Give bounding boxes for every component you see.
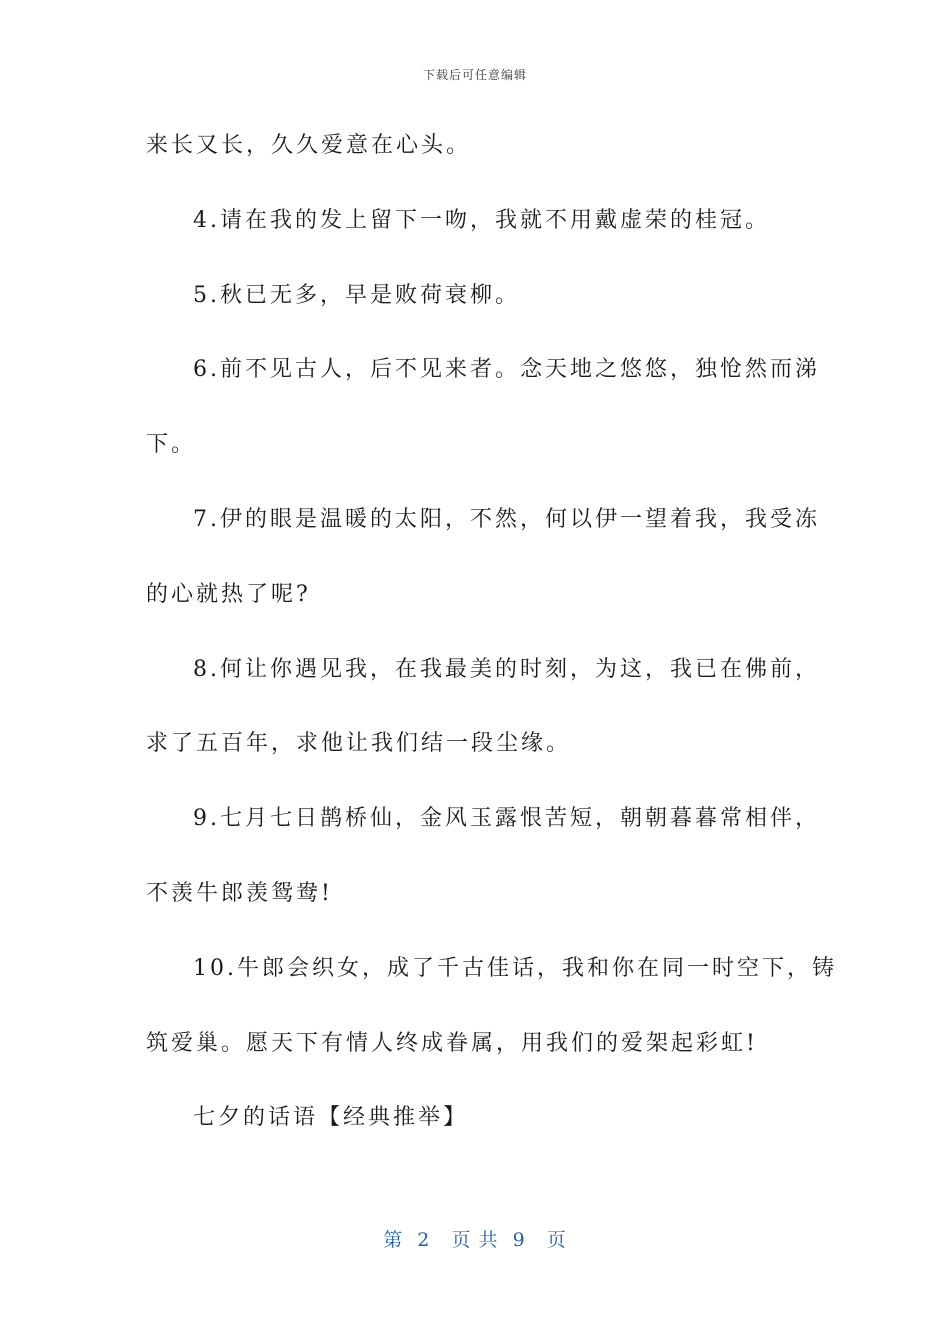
section-heading: 七夕的话语【经典推举】 [193, 1105, 469, 1131]
paragraph-line: 5.秋已无多，早是败荷衰柳。 [193, 282, 520, 308]
paragraph-line: 4.请在我的发上留下一吻，我就不用戴虚荣的桂冠。 [193, 207, 770, 233]
paragraph-line: 8.何让你遇见我，在我最美的时刻，为这，我已在佛前， [193, 656, 820, 682]
paragraph-line: 6.前不见古人，后不见来者。念天地之悠悠，独怆然而涕 [193, 357, 820, 383]
paragraph-line: 不羡牛郎羡鸳鸯! [146, 880, 333, 906]
paragraph-line: 7.伊的眼是温暖的太阳，不然，何以伊一望着我，我受冻 [193, 506, 820, 532]
paragraph-line: 求了五百年，求他让我们结一段尘缘。 [146, 731, 572, 757]
paragraph-line: 9.七月七日鹊桥仙，金风玉露恨苦短，朝朝暮暮常相伴， [193, 806, 820, 832]
paragraph-line: 来长又长，久久爱意在心头。 [146, 133, 472, 158]
paragraph-line: 下。 [146, 432, 197, 458]
document-body [146, 124, 837, 1171]
page-header: 下载后可任意编辑 [422, 68, 527, 82]
page-number-footer: 第 2 页 共 9 页 [383, 1229, 567, 1251]
paragraph-line: 的心就热了呢? [146, 581, 311, 607]
paragraph-line: 10.牛郎会织女，成了千古佳话，我和你在同一时空下，铸 [193, 955, 837, 981]
paragraph-line: 筑爱巢。愿天下有情人终成眷属，用我们的爱架起彩虹! [146, 1030, 758, 1056]
